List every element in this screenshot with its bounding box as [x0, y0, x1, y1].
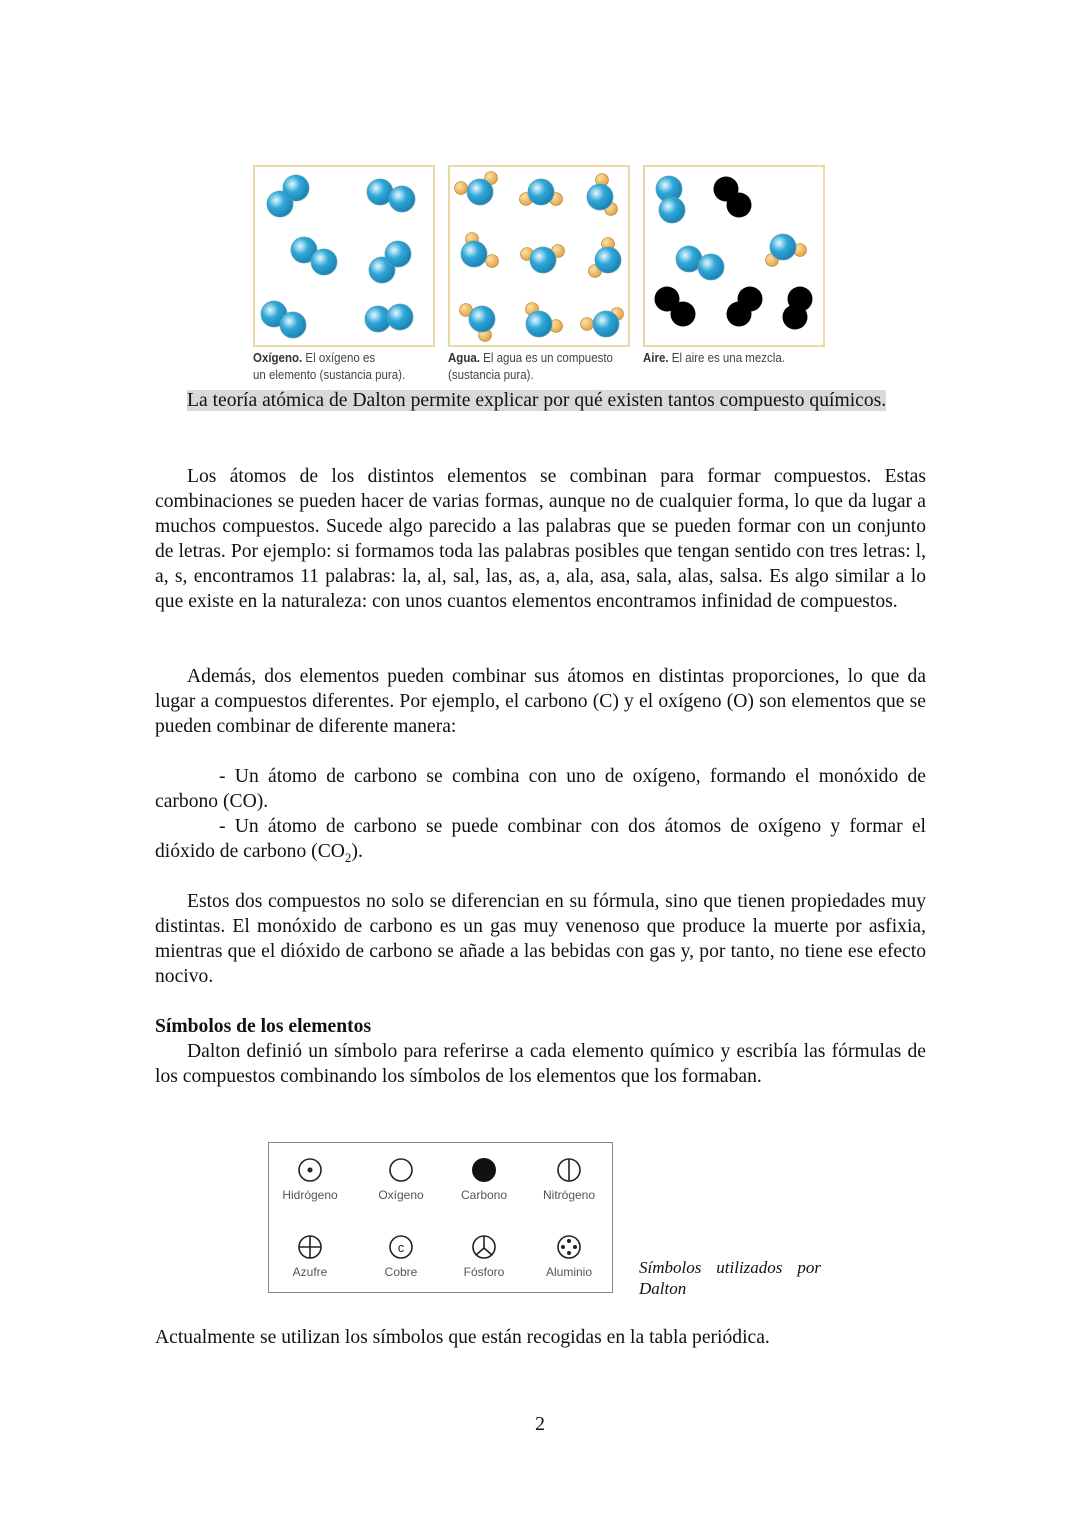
oxygen-atom	[280, 312, 306, 338]
oxygen-caption: Oxígeno. El oxígeno es un elemento (sustancia pura).	[253, 351, 406, 382]
black-atom	[727, 302, 752, 327]
hydrogen-atom	[581, 318, 594, 331]
paragraph-combinations: Los átomos de los distintos elementos se combinan para formar compuestos. Estas combinaciones se pueden hacer de varias formas, aunque no de cualquier forma, lo que da lugar a muchos compuestos. Sucede algo parecido a las palabras que se pueden formar con un conjunto de letras. Por ejemplo: si formamos toda las palabras posibles que tengan sentido con tres letras: l, a, s, encontramos 11 palabras: la, al, sal, las, as, a, ala, asa, sala, alas, salsa. Es algo similar a lo que existe en la naturaleza: con unos cuantos elementos encontramos infinidad de compuestos.	[155, 466, 926, 612]
paragraph-proportions: Además, dos elementos pueden combinar sus átomos en distintas proporciones, lo que da lugar a compuestos diferentes. Por ejemplo, el carbono (C) y el oxígeno (O) son elementos que se pueden combinar de diferente manera:	[155, 666, 926, 737]
oxygen-atom	[385, 241, 411, 267]
symbol-label: Aluminio	[545, 1265, 593, 1279]
symbol-label: Hidrógeno	[282, 1188, 338, 1202]
oxygen-atom	[770, 234, 796, 260]
symbol-carbono	[439, 1156, 529, 1202]
oxygen-atom	[587, 184, 613, 210]
dalton-symbols-table	[268, 1142, 613, 1293]
bullet-monoxide: - Un átomo de carbono se combina con uno de oxígeno, formando el monóxido de carbono (CO).	[155, 766, 926, 812]
black-atom	[671, 302, 696, 327]
symbol-label: Cobre	[384, 1265, 418, 1279]
air-caption: Aire. El aire es una mezcla.	[643, 351, 785, 365]
circle-dot-icon	[296, 1156, 324, 1184]
hydrogen-atom	[486, 255, 499, 268]
symbol-label: Nitrógeno	[542, 1188, 596, 1202]
symbols-caption-2: Dalton	[639, 1279, 687, 1298]
oxygen-atom	[528, 179, 554, 205]
oxygen-atom	[698, 254, 724, 280]
paragraph-dalton-symbols: Dalton definió un símbolo para referirse a cada elemento químico y escribía las fórmulas de los compuestos combinando los símbolos de los elementos que los formaban.	[155, 1041, 926, 1087]
oxygen-atom	[526, 311, 552, 337]
circle-empty-icon	[387, 1156, 415, 1184]
symbol-label: Azufre	[292, 1265, 328, 1279]
symbol-hidrógeno	[265, 1156, 355, 1202]
water-caption: Agua. El agua es un compuesto (sustancia pura).	[448, 351, 613, 382]
symbol-azufre	[265, 1233, 355, 1279]
circle-filled-icon	[470, 1156, 498, 1184]
highlighted-paragraph: La teoría atómica de Dalton permite explicar por qué existen tantos compuesto químicos.	[187, 390, 887, 411]
oxygen-atom	[283, 175, 309, 201]
oxygen-atom	[389, 186, 415, 212]
circle-c-icon	[387, 1233, 415, 1261]
symbol-aluminio	[524, 1233, 614, 1279]
symbol-oxígeno	[356, 1156, 446, 1202]
symbols-caption: Símbolos utilizados por	[639, 1258, 821, 1277]
black-atom	[727, 193, 752, 218]
circle-cross-icon	[296, 1233, 324, 1261]
circle-peace-icon	[470, 1233, 498, 1261]
oxygen-atom	[593, 311, 619, 337]
oxygen-atom	[595, 247, 621, 273]
symbol-label: Carbono	[460, 1188, 508, 1202]
oxygen-atom	[461, 241, 487, 267]
oxygen-atom	[469, 306, 495, 332]
oxygen-atom	[467, 179, 493, 205]
oxygen-atom	[659, 197, 685, 223]
bullet-dioxide: - Un átomo de carbono se puede combinar con dos átomos de oxígeno y formar el dióxido de carbono $(CO_2)$.	[155, 816, 926, 865]
paragraph-periodic-table: Actualmente se utilizan los símbolos que están recogidas en la tabla periódica.	[155, 1327, 770, 1348]
oxygen-atom	[530, 247, 556, 273]
circle-vertical-line-icon	[555, 1156, 583, 1184]
oxygen-atom	[311, 249, 337, 275]
symbol-nitrógeno	[524, 1156, 614, 1202]
circle-four-dots-icon	[555, 1233, 583, 1261]
symbol-fósforo	[439, 1233, 529, 1279]
water-illustration	[448, 165, 630, 347]
air-illustration	[643, 165, 825, 347]
section-heading: Símbolos de los elementos	[155, 1016, 372, 1037]
svg-text:c: c	[397, 1240, 405, 1255]
page-number: 2	[535, 1413, 545, 1435]
hydrogen-atom	[455, 182, 468, 195]
paragraph-properties: Estos dos compuestos no solo se diferencian en su fórmula, sino que tienen propiedades muy distintas. El monóxido de carbono es un gas muy venenoso que produce la muerte por asfixia, mientras que el dióxido de carbono se añade a las bebidas con gas y, por tanto, no tiene ese efecto nocivo.	[155, 891, 926, 987]
symbol-label: Fósforo	[463, 1265, 505, 1279]
black-atom	[783, 305, 808, 330]
oxygen-illustration	[253, 165, 435, 347]
oxygen-atom	[387, 304, 413, 330]
symbol-label: Oxígeno	[378, 1188, 424, 1202]
symbol-cobre	[356, 1233, 446, 1279]
